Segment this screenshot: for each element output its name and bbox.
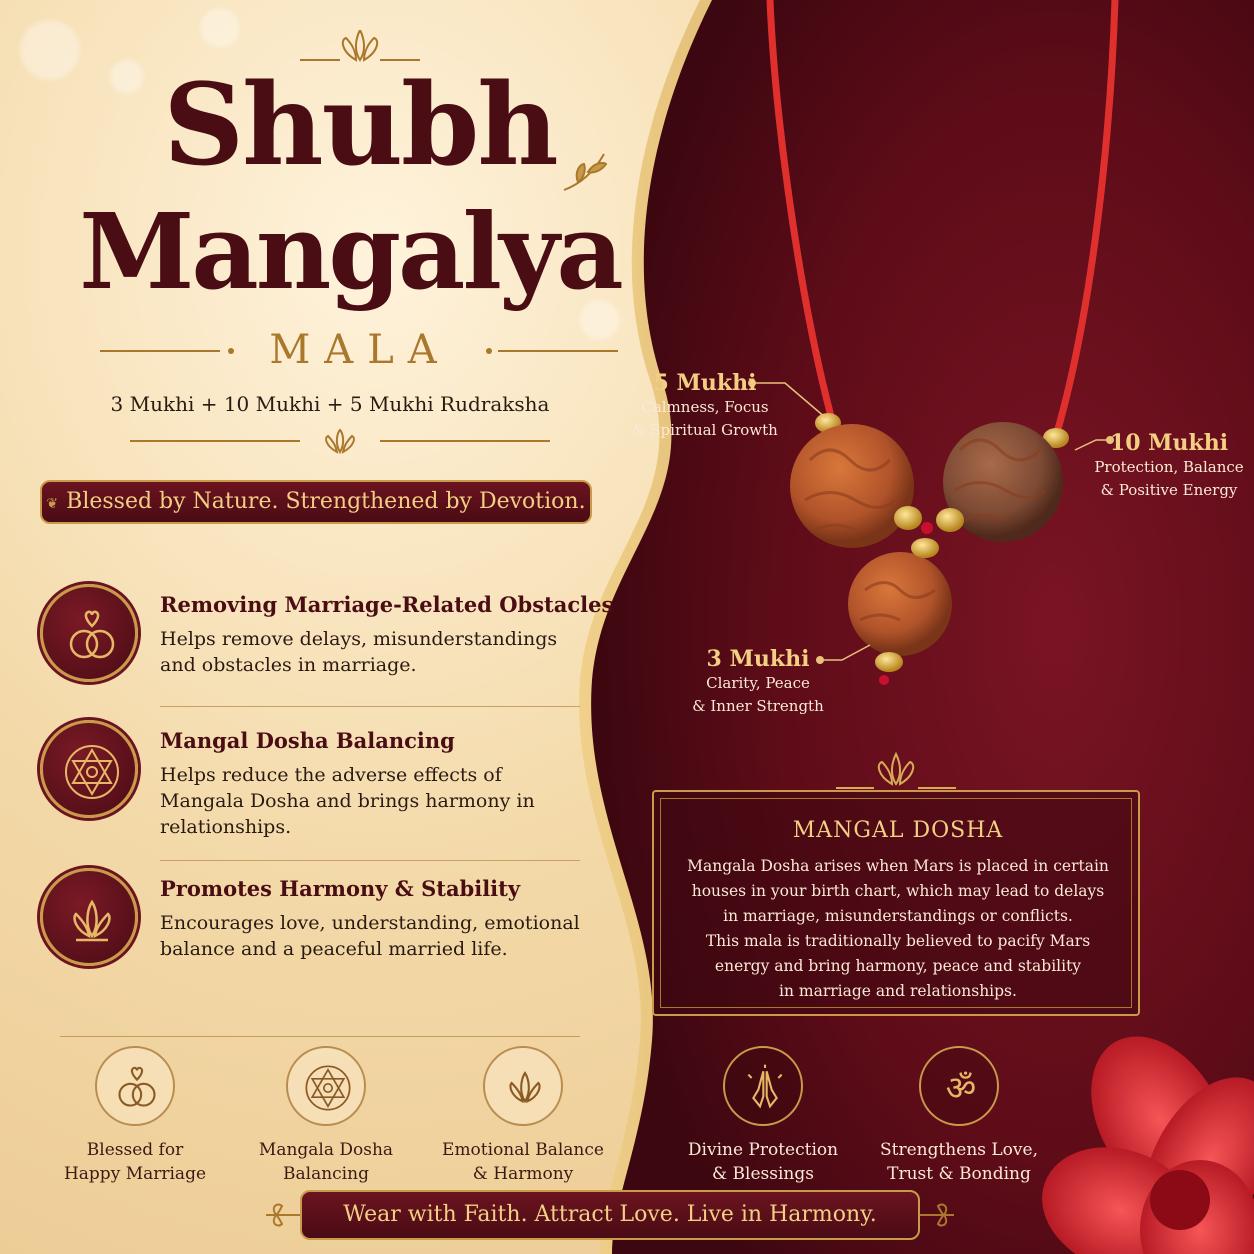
benefit-item [668,1046,858,1186]
benefit-line: & Blessings [712,1164,814,1184]
dosha-line: in marriage and relationships. [779,982,1017,1000]
title-mangalya: Mangalya [79,190,621,313]
bead-title: 10 Mukhi [1109,430,1229,456]
divider [60,1036,580,1037]
divider [130,440,300,442]
title-mala: MALA [269,327,451,373]
svg-text:ॐ: ॐ [945,1068,977,1108]
feature-title: Mangal Dosha Balancing [160,728,455,753]
feature-title: Removing Marriage-Related Obstacles [160,592,614,617]
feature-item [40,584,614,694]
bead-description: & Positive Energy [1100,481,1238,499]
benefit-label [231,1138,421,1186]
feature-description: Helps remove delays, misunderstandings and obstacles in marriage. [160,628,558,676]
dosha-title: MANGAL DOSHA [792,818,1004,843]
benefit-label [428,1138,618,1186]
dosha-line: houses in your birth chart, which may lead to delays [691,882,1105,900]
yantra-icon [40,720,138,818]
bead-title: 5 Mukhi [653,370,757,396]
bead-description: & Spiritual Growth [632,421,778,439]
dosha-line: This mala is traditionally believed to pacify Mars [705,932,1091,950]
leaf-ornament-icon [262,1198,302,1232]
benefit-item [231,1046,421,1186]
benefit-line: Strengthens Love, [879,1140,1038,1160]
title-shubh: Shubh [163,60,557,191]
benefit-item [428,1046,618,1186]
rings-heart-icon [95,1046,175,1126]
dosha-line: Mangala Dosha arises when Mars is placed in certain [687,857,1109,875]
leaf-ornament-icon [918,1198,958,1232]
benefit-line: Divine Protection [687,1140,839,1160]
lotus-icon [40,868,138,966]
bead-description: Protection, Balance [1094,458,1244,476]
praying-hands-icon [723,1046,803,1126]
divider [380,440,550,442]
bead-title: 3 Mukhi [706,646,810,672]
dosha-line: energy and bring harmony, peace and stability [714,957,1082,975]
bead-label-3-mukhi [688,646,828,718]
benefit-line: Mangala Dosha [258,1140,394,1160]
benefit-line: Emotional Balance [442,1140,604,1160]
bead-label-5-mukhi [620,370,790,442]
bead-description: & Inner Strength [692,697,824,715]
lotus-icon [483,1046,563,1126]
footer-banner: Wear with Faith. Attract Love. Live in Harmony. [300,1190,920,1240]
tagline-banner [40,480,592,524]
benefit-label [40,1138,230,1186]
benefit-line: Trust & Bonding [887,1164,1031,1184]
subtitle: 3 Mukhi + 10 Mukhi + 5 Mukhi Rudraksha [110,392,550,416]
bead-3-mukhi [848,552,952,656]
benefit-line: Balancing [283,1164,369,1184]
divider [160,706,580,707]
feature-description: Helps reduce the adverse effects of Mangala Dosha and brings harmony in relationships. [160,764,535,838]
leaf-ornament-icon: ❦ [46,496,59,512]
feature-description: Encourages love, understanding, emotional balance and a peaceful married life. [160,912,580,960]
feature-title: Promotes Harmony & Stability [160,876,521,901]
benefit-label [668,1138,858,1186]
rings-heart-icon [40,584,138,682]
om-icon [919,1046,999,1126]
feature-item [40,868,600,998]
benefit-line: Happy Marriage [63,1164,207,1184]
benefit-line: Blessed for [86,1140,184,1160]
bead-description: Calmness, Focus [641,398,769,416]
benefit-label [864,1138,1054,1186]
bead-label-10-mukhi [1084,430,1254,502]
bead-description: Clarity, Peace [706,674,810,692]
mangal-dosha-panel [652,790,1140,1016]
benefit-item [40,1046,230,1186]
feature-item [40,720,600,850]
dosha-line: in marriage, misunderstandings or conflicts. [723,907,1073,925]
lotus-ornament-icon [310,428,370,456]
tagline-text: Blessed by Nature. Strengthened by Devotion. [66,489,586,514]
yantra-icon [286,1046,366,1126]
benefit-item [864,1046,1054,1186]
dosha-description [674,854,1122,1004]
divider [160,860,580,861]
benefit-line: & Harmony [472,1164,574,1184]
